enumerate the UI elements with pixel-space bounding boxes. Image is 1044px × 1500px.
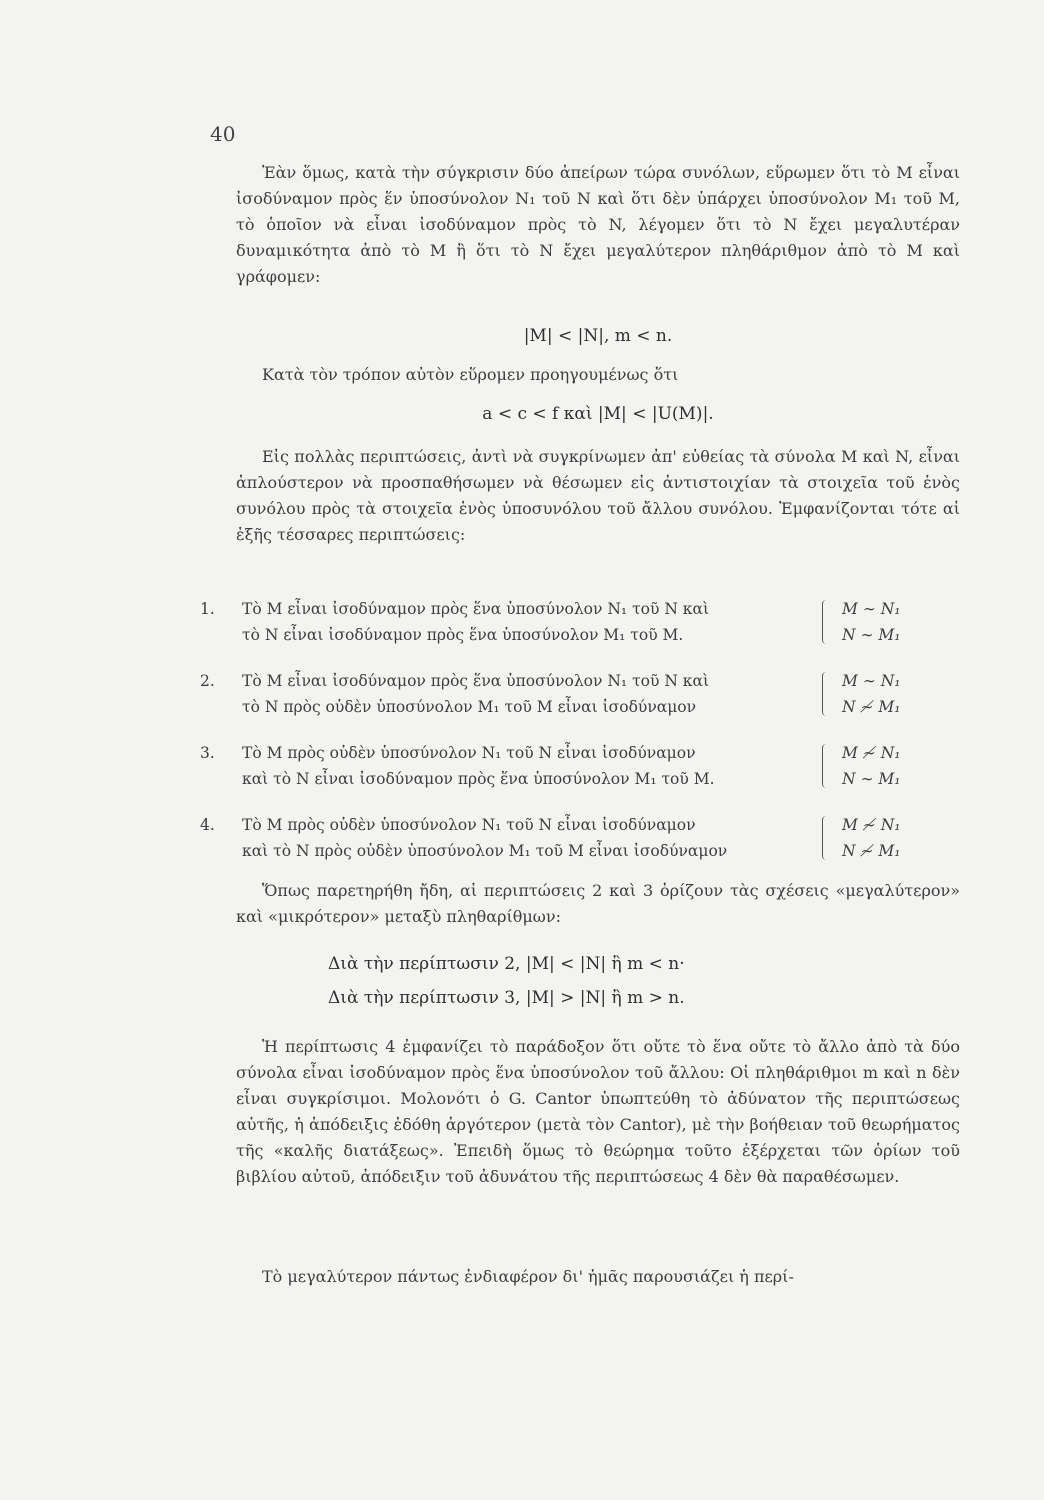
case-relation-2: N ∼ M₁ bbox=[842, 770, 901, 788]
case-line-2: καὶ τὸ N πρὸς οὐδὲν ὑποσύνολον M₁ τοῦ M εἶναι ἰσοδύναμον bbox=[242, 842, 728, 860]
case-relation-1: M ∼ N₁ bbox=[842, 600, 901, 618]
paragraph-case-4-paradox: Ἡ περίπτωσις 4 ἐμφανίζει τὸ παράδοξον ὅτι οὔτε τὸ ἕνα οὔτε τὸ ἄλλο ἀπὸ τὰ δύο σύνολα εἶναι ἰσοδύναμον πρὸς ἕνα ὑποσύνολον τοῦ ἄλλου: Οἱ πληθάριθμοι m καὶ n δὲν εἶναι συγκρίσιμοι. Μολονότι ὁ G. Cantor ὑπωπτεύθη τὸ ἀδύνατον τῆς περιπτώσεως αὐτῆς, ἡ ἀπόδειξις ἐδόθη ἀργότερον (μετὰ τὸν Cantor), μὲ τὴν βοήθειαν τοῦ θεωρήματος τῆς «καλῆς διατάξεως». Ἐπειδὴ ὅμως τὸ θεώρημα τοῦτο ἐξέρχεται τῶν ὁρίων τοῦ βιβλίου αὐτοῦ, ἀπόδειξιν τοῦ ἀδυνάτου τῆς περιπτώσεως 4 δὲν θὰ παραθέσωμεν. bbox=[236, 1037, 960, 1186]
case-relation-2: N ∼ M₁ bbox=[842, 626, 901, 644]
equation-case-2: Διὰ τὴν περίπτωσιν 2, |M| < |N| ἢ m < n· bbox=[328, 954, 685, 974]
equation-case-3: Διὰ τὴν περίπτωσιν 3, |M| > |N| ἢ m > n. bbox=[328, 988, 685, 1008]
case-line-2: καὶ τὸ N εἶναι ἰσοδύναμον πρὸς ἕνα ὑποσύνολον M₁ τοῦ M. bbox=[242, 770, 715, 788]
case-number: 4. bbox=[200, 816, 215, 834]
case-relation-1: M ≁ N₁ bbox=[842, 816, 901, 834]
paragraph-previous: Κατὰ τὸν τρόπον αὐτὸν εὕρομεν προηγουμένως ὅτι bbox=[262, 365, 679, 384]
equation-cardinal-chain: a < c < f καὶ |M| < |U(M)|. bbox=[482, 404, 714, 424]
case-line-2: τὸ N εἶναι ἰσοδύναμον πρὸς ἕνα ὑποσύνολον M₁ τοῦ M. bbox=[242, 626, 684, 644]
brace bbox=[822, 600, 833, 644]
brace bbox=[822, 672, 833, 716]
case-line-1: Τὸ M εἶναι ἰσοδύναμον πρὸς ἕνα ὑποσύνολον N₁ τοῦ N καὶ bbox=[242, 600, 710, 618]
paragraph-continuation: Τὸ μεγαλύτερον πάντως ἐνδιαφέρον δι' ἡμᾶς παρουσιάζει ἡ περί- bbox=[262, 1267, 794, 1286]
brace bbox=[822, 816, 833, 860]
case-relation-1: M ≁ N₁ bbox=[842, 744, 901, 762]
case-relation-2: N ≁ M₁ bbox=[842, 842, 901, 860]
case-number: 1. bbox=[200, 600, 215, 618]
case-number: 2. bbox=[200, 672, 215, 690]
equation-inequality: |M| < |N|, m < n. bbox=[523, 326, 673, 346]
case-line-2: τὸ N πρὸς οὐδὲν ὑποσύνολον M₁ τοῦ M εἶναι ἰσοδύναμον bbox=[242, 698, 697, 716]
case-line-1: Τὸ M πρὸς οὐδὲν ὑποσύνολον N₁ τοῦ N εἶναι ἰσοδύναμον bbox=[242, 816, 696, 834]
case-line-1: Τὸ M πρὸς οὐδὲν ὑποσύνολον N₁ τοῦ N εἶναι ἰσοδύναμον bbox=[242, 744, 696, 762]
paragraph-definition: Ἐὰν ὅμως, κατὰ τὴν σύγκρισιν δύο ἀπείρων τώρα συνόλων, εὕρωμεν ὅτι τὸ M εἶναι ἰσοδύναμον πρὸς ἕν ὑποσύνολον N₁ τοῦ N καὶ ὅτι δὲν ὑπάρχει ὑποσύνολον M₁ τοῦ M, τὸ ὁποῖον νὰ εἶναι ἰσοδύναμον πρὸς τὸ N, λέγομεν ὅτι τὸ N ἔχει μεγαλυτέραν δυναμικότητα ἀπὸ τὸ M ἢ ὅτι τὸ N ἔχει μεγαλύτερον πληθάριθμον ἀπὸ τὸ M καὶ γράφομεν: bbox=[236, 163, 960, 286]
brace bbox=[822, 744, 833, 788]
case-relation-2: N ≁ M₁ bbox=[842, 698, 901, 716]
paragraph-order-relations: Ὅπως παρετηρήθη ἤδη, αἱ περιπτώσεις 2 καὶ 3 ὁρίζουν τὰς σχέσεις «μεγαλύτερον» καὶ «μικρότερον» μεταξὺ πληθαρίθμων: bbox=[236, 881, 960, 926]
case-line-1: Τὸ M εἶναι ἰσοδύναμον πρὸς ἕνα ὑποσύνολον N₁ τοῦ N καὶ bbox=[242, 672, 710, 690]
case-relation-1: M ∼ N₁ bbox=[842, 672, 901, 690]
page-number: 40 bbox=[210, 122, 236, 146]
paragraph-cases-intro: Εἰς πολλὰς περιπτώσεις, ἀντὶ νὰ συγκρίνωμεν ἀπ' εὐθείας τὰ σύνολα M καὶ N, εἶναι ἁπλούστερον νὰ προσπαθήσωμεν νὰ θέσωμεν εἰς ἀντιστοιχίαν τὰ στοιχεῖα τοῦ ἑνὸς συνόλου πρὸς τὰ στοιχεῖα ἑνὸς ὑποσυνόλου τοῦ ἄλλου συνόλου. Ἐμφανίζονται τότε αἱ ἑξῆς τέσσαρες περιπτώσεις: bbox=[236, 447, 960, 544]
case-number: 3. bbox=[200, 744, 215, 762]
